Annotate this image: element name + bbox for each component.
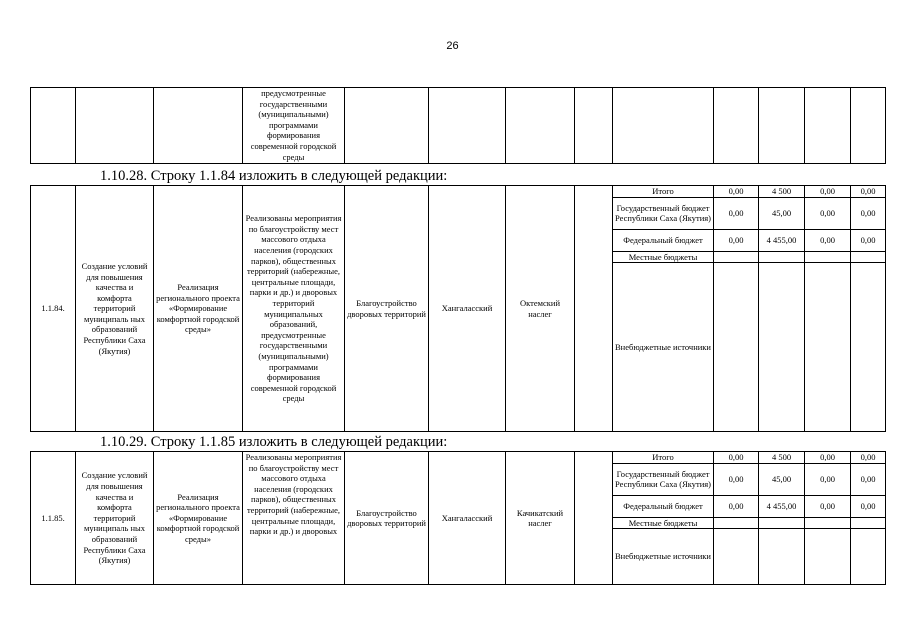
- finance-value: [805, 517, 851, 529]
- cell: [759, 88, 805, 164]
- project-cell: Реализация регионального проекта «Формирование комфортной городской среды»: [154, 452, 243, 585]
- cell: [613, 88, 714, 164]
- finance-value: [714, 251, 759, 263]
- cell: [714, 88, 759, 164]
- finance-label: Местные бюджеты: [613, 517, 714, 529]
- finance-value: [851, 529, 886, 585]
- finance-value: 4 500: [759, 186, 805, 198]
- finance-value: [759, 529, 805, 585]
- settlement-cell: Октемский наслег: [506, 186, 575, 432]
- finance-value: 45,00: [759, 463, 805, 495]
- section-heading: 1.10.28. Строку 1.1.84 изложить в следующей редакции:: [100, 168, 448, 184]
- finance-value: 0,00: [805, 463, 851, 495]
- finance-value: 0,00: [851, 197, 886, 229]
- project-cell: Реализация регионального проекта «Формирование комфортной городской среды»: [154, 186, 243, 432]
- goal-cell: Создание условий для повышения качества и комфорта территорий муниципаль ных образований Республики Саха (Якутия): [76, 452, 154, 585]
- finance-value: 0,00: [714, 186, 759, 198]
- empty-cell: [575, 452, 613, 585]
- finance-label: Местные бюджеты: [613, 251, 714, 263]
- finance-value: [805, 529, 851, 585]
- finance-label: Итого: [613, 452, 714, 464]
- section-heading: 1.10.29. Строку 1.1.85 изложить в следующей редакции:: [100, 434, 448, 450]
- cell: [154, 88, 243, 164]
- cell: [31, 88, 76, 164]
- finance-value: [851, 517, 886, 529]
- cell: [851, 88, 886, 164]
- cell: [805, 88, 851, 164]
- activity-cell: предусмотренные государственными (муниципальными) программами формирования современной городской среды: [243, 88, 345, 164]
- finance-value: [851, 263, 886, 432]
- finance-value: [714, 263, 759, 432]
- finance-label: Внебюджетные источники: [613, 263, 714, 432]
- district-cell: Хангаласский: [429, 186, 506, 432]
- finance-value: 0,00: [805, 229, 851, 251]
- finance-value: 0,00: [851, 229, 886, 251]
- cell: [345, 88, 429, 164]
- finance-value: 0,00: [805, 452, 851, 464]
- activity-cell: Реализованы мероприятия по благоустройству мест массового отдыха населения (городских парков), общественных территорий (набережные, центральные площади, парки и др.) и дворовых территорий муниципальных образований, предусмотренные государственными (муниципальными) программами формирования современной городской среды: [243, 186, 345, 432]
- finance-value: 4 455,00: [759, 495, 805, 517]
- finance-value: 0,00: [851, 186, 886, 198]
- finance-label: Внебюджетные источники: [613, 529, 714, 585]
- finance-value: 4 500: [759, 452, 805, 464]
- district-cell: Хангаласский: [429, 452, 506, 585]
- finance-label: Итого: [613, 186, 714, 198]
- finance-label: Государственный бюджет Республики Саха (Якутия): [613, 463, 714, 495]
- finance-value: 0,00: [805, 186, 851, 198]
- finance-value: 0,00: [851, 452, 886, 464]
- finance-value: 4 455,00: [759, 229, 805, 251]
- finance-value: 0,00: [714, 452, 759, 464]
- goal-cell: Создание условий для повышения качества и комфорта территорий муниципаль ных образований Республики Саха (Якутия): [76, 186, 154, 432]
- finance-value: 0,00: [714, 463, 759, 495]
- finance-value: 0,00: [714, 197, 759, 229]
- finance-value: 0,00: [851, 495, 886, 517]
- row-table-1-1-84: [30, 185, 886, 432]
- cell: [76, 88, 154, 164]
- finance-value: 45,00: [759, 197, 805, 229]
- finance-label: Государственный бюджет Республики Саха (Якутия): [613, 197, 714, 229]
- finance-value: [759, 517, 805, 529]
- finance-label: Федеральный бюджет: [613, 495, 714, 517]
- finance-value: [851, 251, 886, 263]
- continuation-table: [30, 87, 886, 164]
- empty-cell: [575, 186, 613, 432]
- settlement-cell: Качикатский наслег: [506, 452, 575, 585]
- finance-value: 0,00: [805, 197, 851, 229]
- row-table-1-1-85: [30, 451, 886, 585]
- finance-value: [714, 529, 759, 585]
- finance-value: 0,00: [851, 463, 886, 495]
- row-number: 1.1.85.: [31, 452, 76, 585]
- finance-value: [714, 517, 759, 529]
- page-number: 26: [446, 40, 459, 52]
- finance-value: [805, 251, 851, 263]
- activity-cell: Реализованы мероприятия по благоустройству мест массового отдыха населения (городских парков), общественных территорий (набережные, центральные площади, парки и др.) и дворовых: [243, 452, 345, 585]
- finance-value: 0,00: [805, 495, 851, 517]
- object-cell: Благоустройство дворовых территорий: [345, 452, 429, 585]
- cell: [575, 88, 613, 164]
- object-cell: Благоустройство дворовых территорий: [345, 186, 429, 432]
- finance-value: 0,00: [714, 495, 759, 517]
- cell: [506, 88, 575, 164]
- finance-label: Федеральный бюджет: [613, 229, 714, 251]
- cell: [429, 88, 506, 164]
- finance-value: 0,00: [714, 229, 759, 251]
- finance-value: [759, 263, 805, 432]
- row-number: 1.1.84.: [31, 186, 76, 432]
- finance-value: [805, 263, 851, 432]
- finance-value: [759, 251, 805, 263]
